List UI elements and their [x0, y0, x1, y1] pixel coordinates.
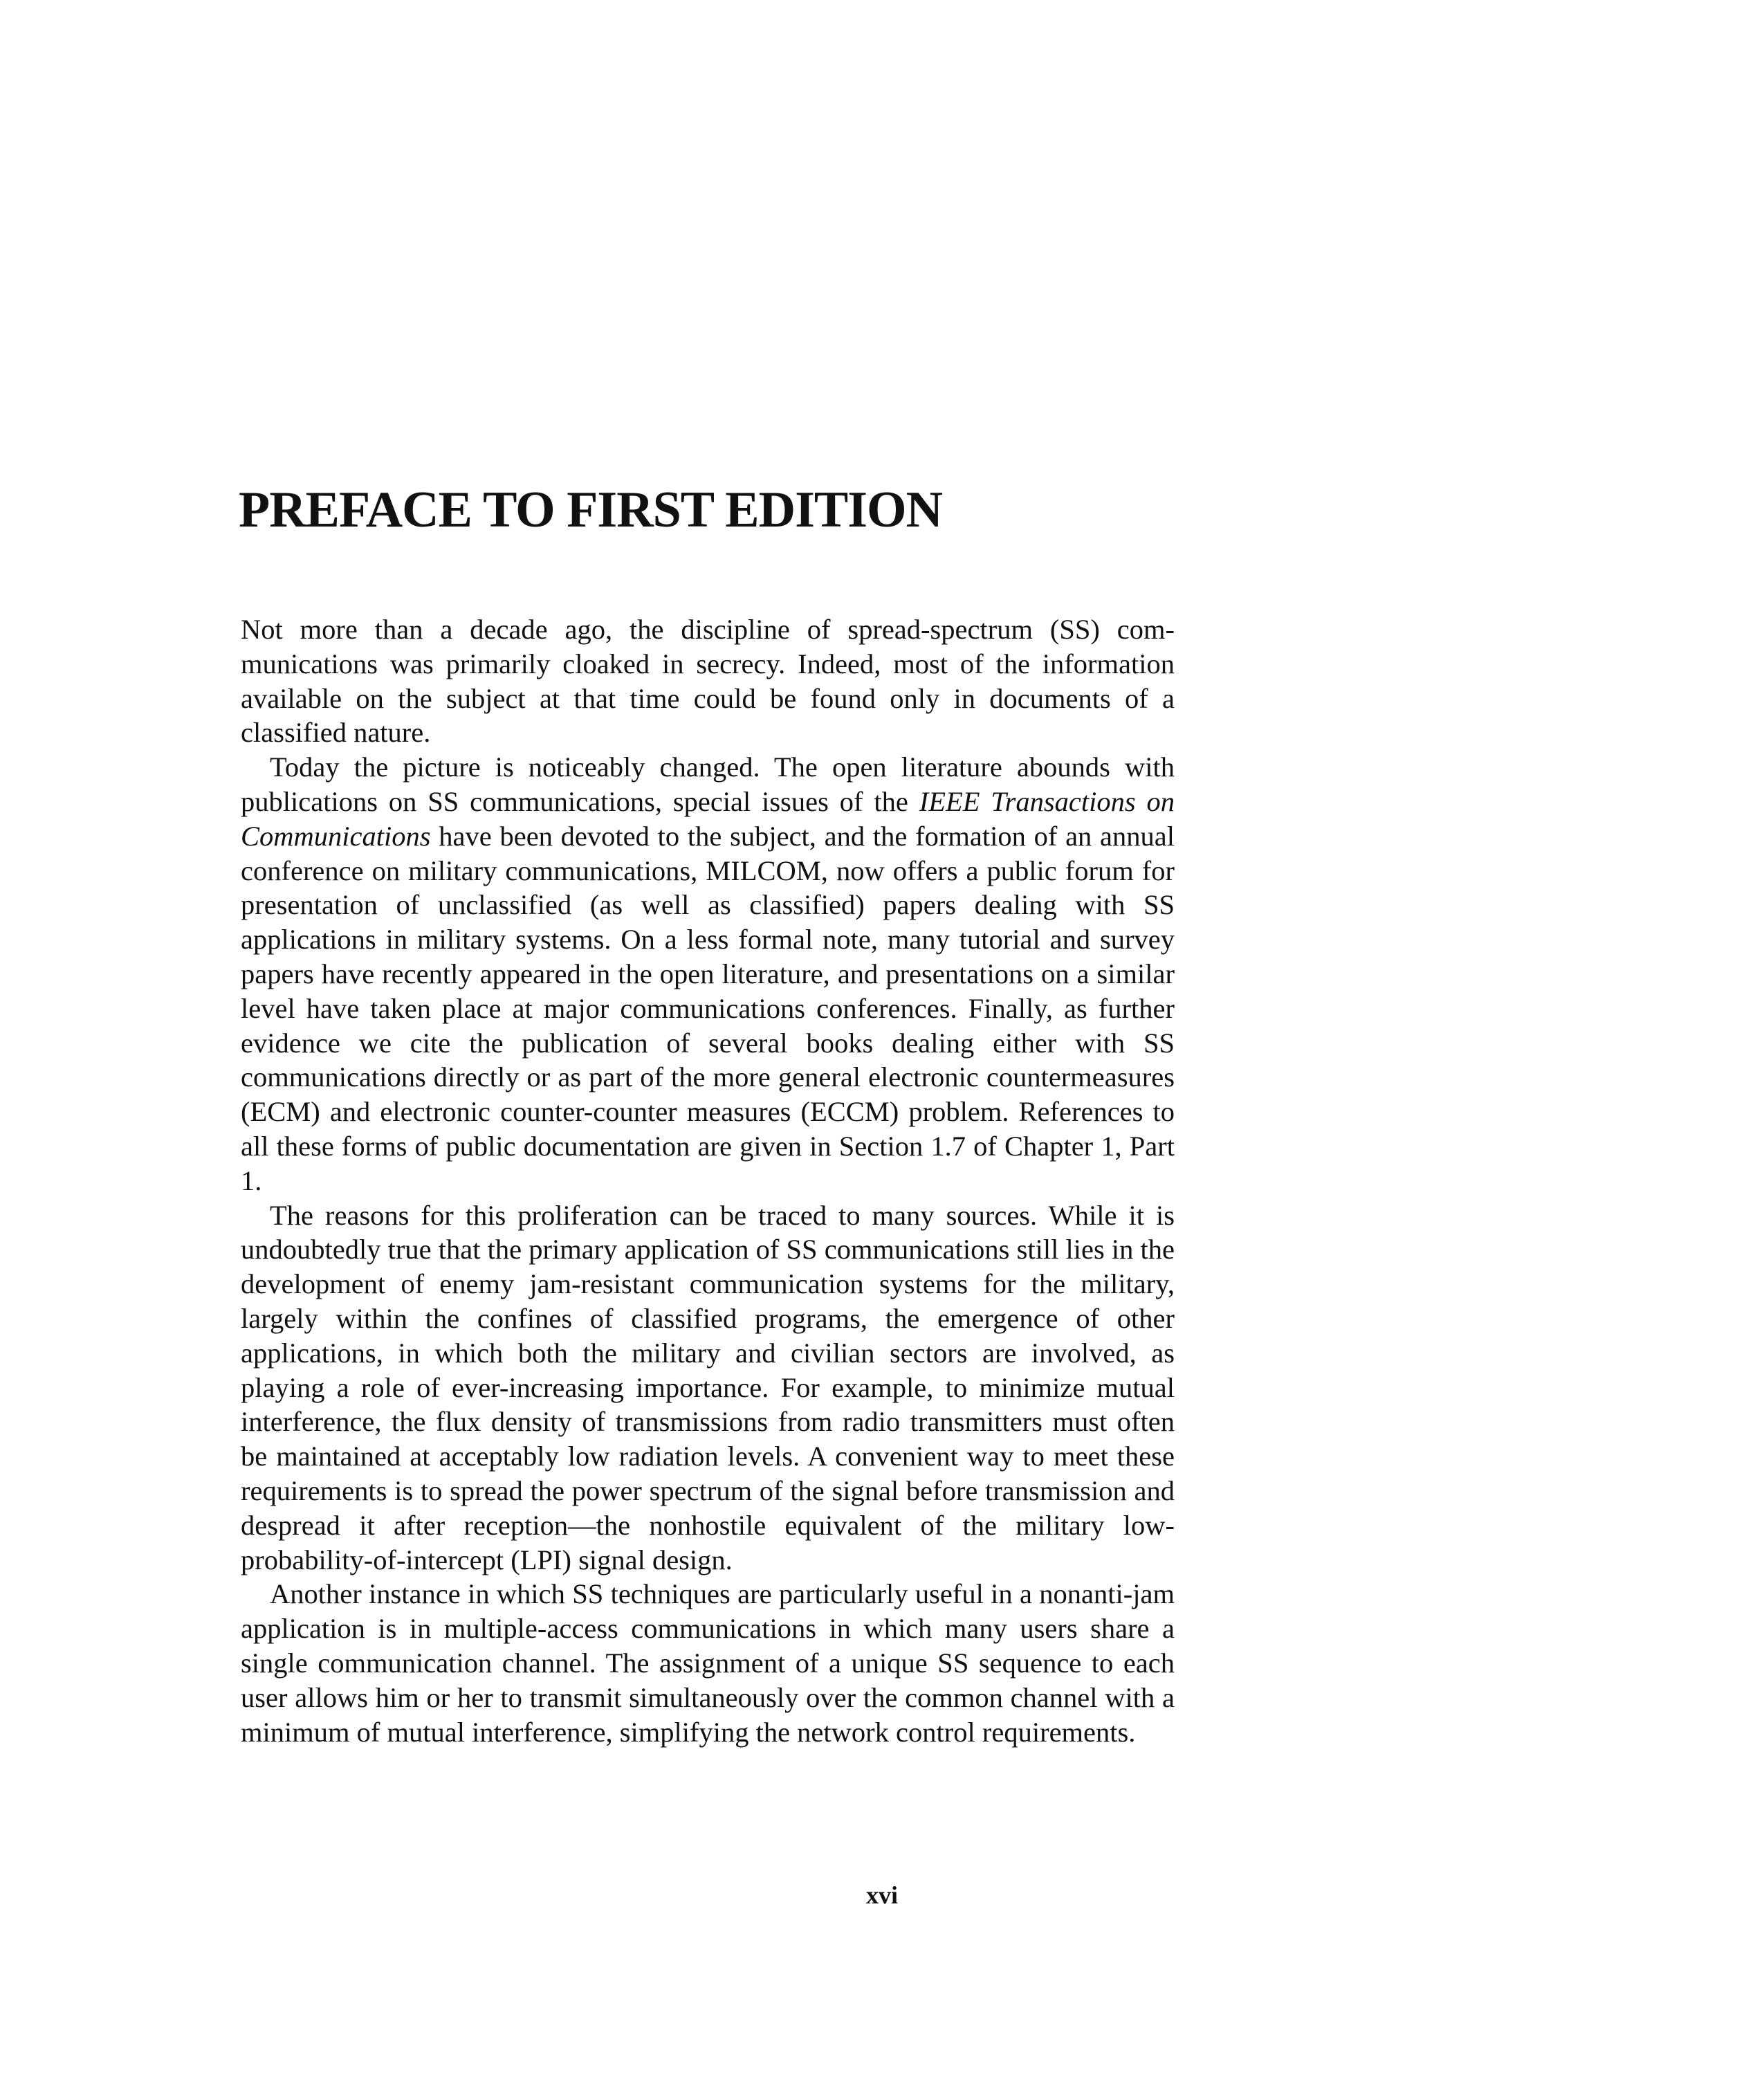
paragraph-2-text-after: have been devoted to the subject, and the formation of an annual conference on military communications, MILCOM, now offers a public forum for presentation of unclassified (as well as classified) papers dealing with SS applications in military systems. On a less formal note, many tutorial and survey papers have recently appeared in the open literature, and presentations on a similar level have taken place at major communications conferences. Finally, as further evidence we cite the publication of several books dealing either with SS communications directly or as part of the more general electronic countermeasures (ECM) and electronic counter-counter measures (ECCM) problem. References to all these forms of public documentation are given in Section 1.7 of Chapter 1, Part 1.: [241, 820, 1175, 1196]
page-number: xvi: [865, 1881, 898, 1909]
paragraph-2-text-before: Today the picture is noticeably changed. The open literature abounds with publications on SS communications, special issues of the: [241, 751, 1175, 817]
preface-body: [241, 612, 1175, 1749]
journal-title-italic: IEEE Transactions on Communications: [241, 785, 1175, 852]
paragraph-4: Another instance in which SS techniques are particularly useful in a nonanti-jam application is in multiple-access communications in which many users share a single communication channel. The assignment of a unique SS sequence to each user allows him or her to transmit simultaneously over the common channel with a minimum of mutual interference, simplifying the network control requirements.: [241, 1578, 1175, 1748]
page-title: PREFACE TO FIRST EDITION: [239, 482, 943, 538]
paragraph-3: The reasons for this proliferation can be traced to many sources. While it is undoubtedly true that the primary application of SS communications still lies in the development of enemy jam-resistant communication systems for the military, largely within the confines of classified programs, the emergence of other applications, in which both the military and civilian sectors are involved, as playing a role of ever-increasing importance. For example, to minimize mutual interference, the flux density of transmissions from radio transmitters must often be maintained at acceptably low radiation levels. A convenient way to meet these requirements is to spread the power spectrum of the signal before transmission and despread it after reception—the nonhostile equivalent of the military low-probability-of-intercept (LPI) signal design.: [241, 1199, 1175, 1575]
paragraph-1: Not more than a decade ago, the discipline of spread-spectrum (SS) communications was primarily cloaked in secrecy. Indeed, most of the information available on the subject at that time could be found only in documents of a classified nature.: [241, 614, 1175, 749]
paragraph-2: [241, 750, 1175, 1198]
